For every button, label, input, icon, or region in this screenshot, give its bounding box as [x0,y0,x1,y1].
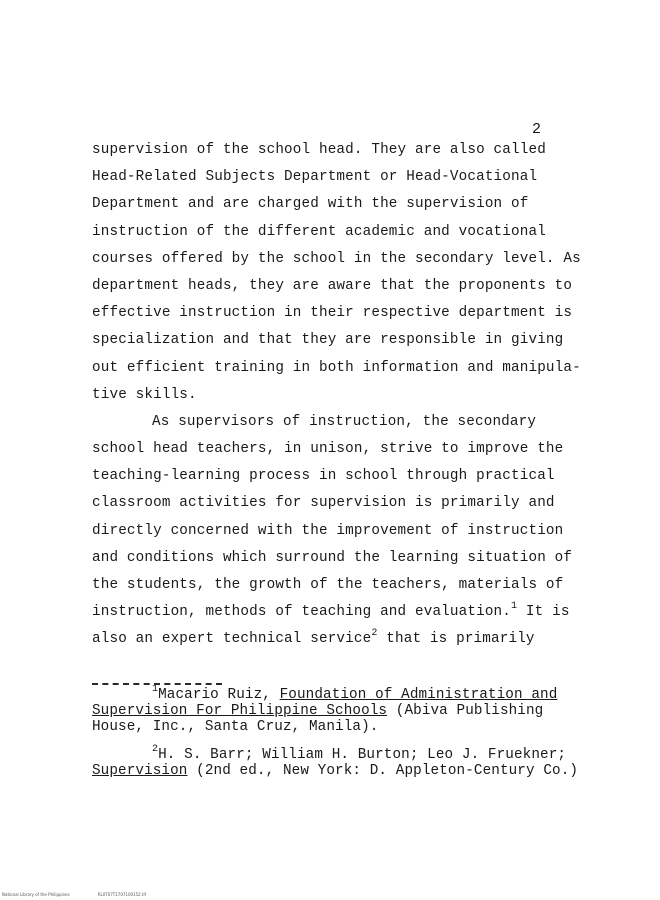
body-line-text: that is primarily [386,631,535,648]
footnote-1 [92,684,562,703]
body-line: specialization and that they are responsible in giving [92,332,564,349]
footnote-number: 1 [152,684,159,695]
body-line: courses offered by the school in the secondary level. As [92,250,581,267]
body-line: teaching-learning process in school through practical [92,468,555,485]
body-line [92,599,570,626]
footnote-text: (2nd ed., New York: D. Appleton-Century Co.) [187,763,579,779]
body-line: supervision of the school head. They are also called [92,142,546,158]
footnote-reference-1: 1 [511,601,518,613]
body-line-paragraph-start: As supervisors of instruction, the secondary [152,413,537,430]
body-line: out efficient training in both information and manipula- [92,359,581,376]
footnote-1-line-2 [92,703,562,719]
footnote-reference-2: 2 [371,628,378,640]
body-line: classroom activities for supervision is primarily and [92,495,555,512]
footnotes [92,684,579,779]
footnote-title: Supervision For Philippine Schools [92,703,388,719]
scanner-footer [2,892,174,897]
footnote-title: Supervision [92,763,188,779]
body-line: school head teachers, in unison, strive to improve the [92,441,564,458]
footnote-text: (Abiva Publishing [387,703,544,719]
footnote-1-line-3: House, Inc., Santa Cruz, Manila). [92,719,379,735]
body-line: effective instruction in their respective department is [92,305,573,322]
footnote-number: 2 [152,744,159,755]
body-line: department heads, they are aware that the proponents to [92,277,573,294]
body-line: Head-Related Subjects Department or Head-Vocational [92,169,538,186]
body-line-text: It is [525,604,570,621]
footnote-text: H. S. Barr; William H. Burton; Leo J. Fruekner; [158,747,567,763]
body-line [92,626,552,653]
footnote-author: Macario Ruiz, [158,687,280,703]
body-line: instruction of the different academic and vocational [92,223,546,240]
body-line: Department and are charged with the supervision of [92,196,529,213]
body-line-text: also an expert technical service [92,631,372,648]
footnote-2-line-2 [92,763,579,779]
body-text [92,137,581,654]
scanner-source: National Library of the Philippines [2,892,70,897]
body-line: and conditions which surround the learning situation of [92,549,573,566]
footnote-2 [92,744,567,763]
body-line: directly concerned with the improvement of instruction [92,522,564,539]
footnote-title: Foundation of Administration and [279,687,558,703]
scanner-id: RL0T07T1707100152.tif [97,892,147,897]
body-line-text: instruction, methods of teaching and evaluation. [92,604,512,621]
body-line: the students, the growth of the teachers, materials of [92,577,564,593]
body-line: tive skills. [92,386,197,403]
page-number: 2 [532,121,542,138]
